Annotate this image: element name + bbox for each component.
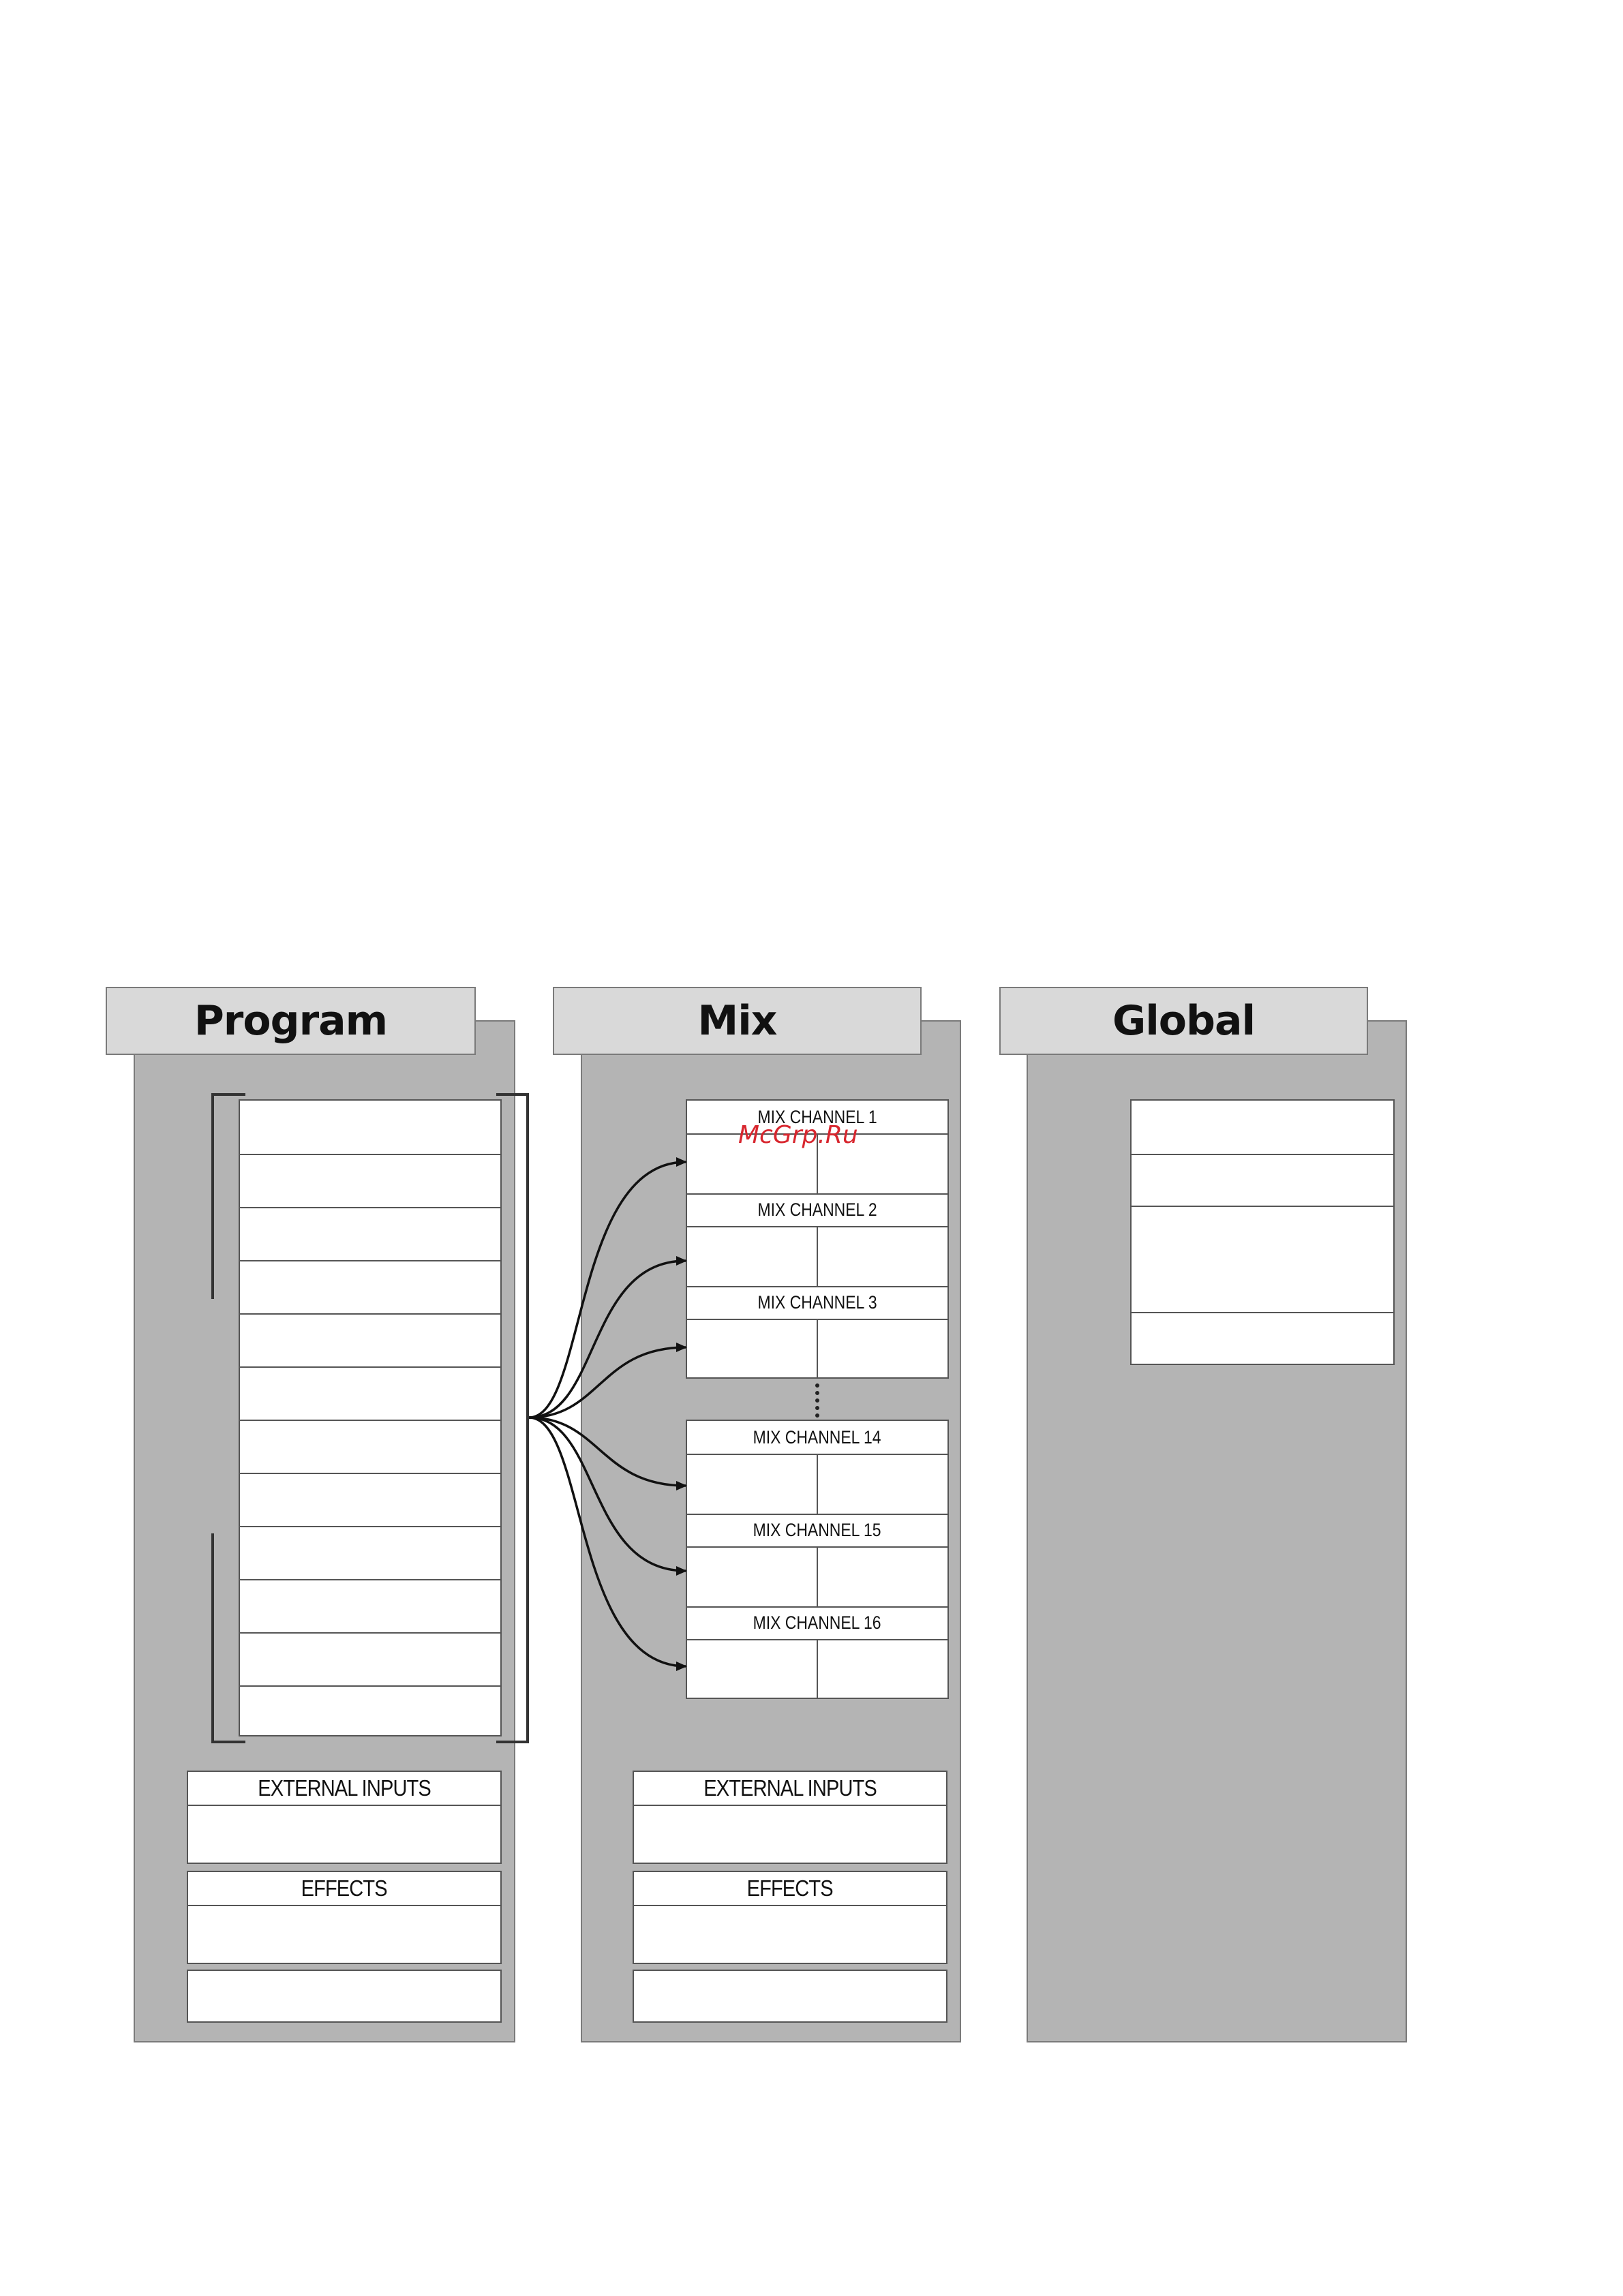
route-arrow-ch2 xyxy=(529,1261,686,1418)
left-bracket-top xyxy=(213,1095,245,1299)
mix-channel-label: MIX CHANNEL 3 xyxy=(757,1291,877,1313)
watermark-text: McGrp.Ru xyxy=(738,1121,858,1149)
mix-channel-label: MIX CHANNEL 2 xyxy=(757,1199,877,1220)
left-bracket-bottom xyxy=(213,1533,245,1742)
program-title: Program xyxy=(194,997,388,1045)
route-arrow-ch3 xyxy=(529,1347,686,1418)
mix-channel-label: MIX CHANNEL 14 xyxy=(753,1426,881,1448)
mix-effects-header: EFFECTS xyxy=(634,1872,946,1906)
mix-external-inputs-header: EXTERNAL INPUTS xyxy=(634,1772,946,1806)
right-bracket xyxy=(496,1095,528,1742)
global-title: Global xyxy=(1112,997,1256,1045)
route-arrow-ch1 xyxy=(529,1162,686,1418)
mix-title: Mix xyxy=(697,997,777,1045)
mix-channel-label: MIX CHANNEL 15 xyxy=(753,1519,881,1540)
route-arrow-ch14 xyxy=(529,1418,686,1486)
mix-channel-label: MIX CHANNEL 16 xyxy=(753,1612,881,1633)
program-effects-header: EFFECTS xyxy=(188,1872,500,1906)
mix-channel-label: MIX CHANNEL 1 xyxy=(757,1106,877,1127)
route-arrow-ch15 xyxy=(529,1418,686,1571)
program-external-inputs-header: EXTERNAL INPUTS xyxy=(188,1772,500,1806)
